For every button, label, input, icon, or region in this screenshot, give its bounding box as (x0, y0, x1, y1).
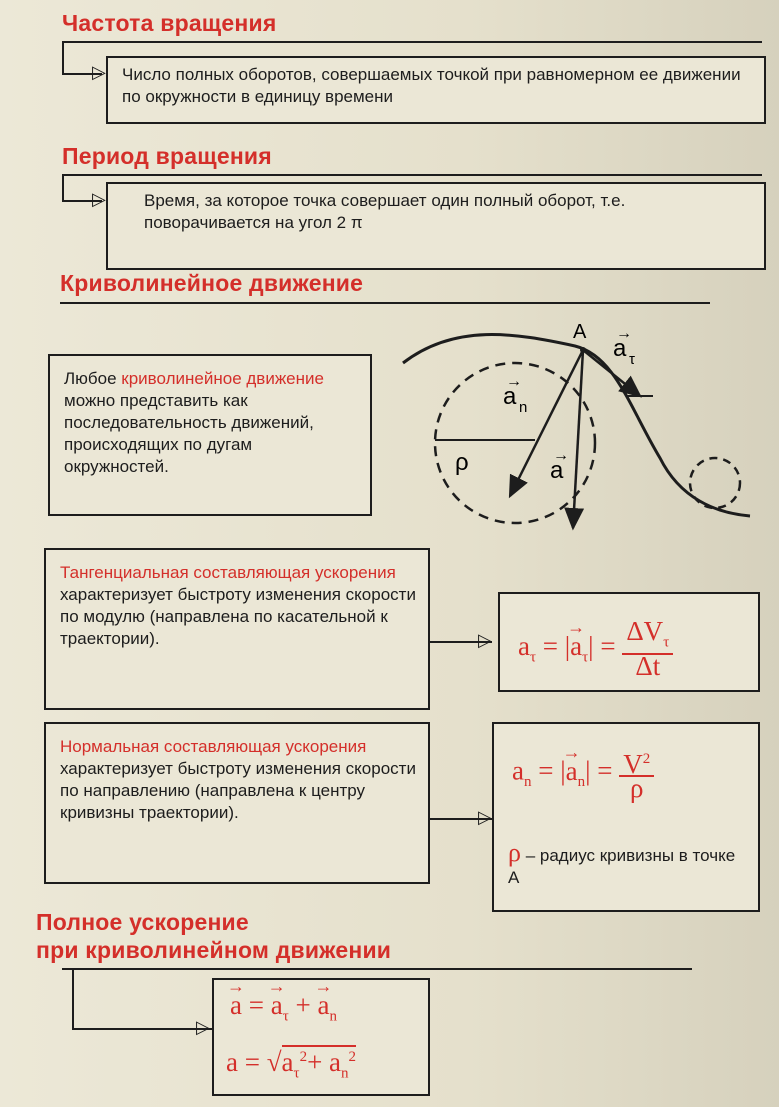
sqrt-symbol: √ (266, 1047, 282, 1077)
normal-formula (512, 748, 654, 803)
formula-subscript: τ (282, 1008, 289, 1025)
formula-operator: + (288, 990, 318, 1020)
formula-subscript: τ (293, 1065, 300, 1082)
tangential-formula-box (498, 592, 760, 692)
formula-subscript: τ (582, 649, 589, 666)
connector-line (62, 41, 64, 75)
formula-fraction (619, 748, 654, 803)
normal-highlight: Нормальная составляющая ускорения (60, 737, 367, 756)
an-vector-subscript: n (519, 399, 528, 416)
tangential-highlight: Тангенциальная составляющая ускорения (60, 563, 396, 582)
formula-symbol: a (226, 1047, 238, 1077)
intro-text-rest: можно представить как последовательность движений, происходящих по дугам окружностей. (64, 391, 314, 476)
tangential-description-box (44, 548, 430, 710)
heading-underline (60, 302, 710, 304)
formula-operator: = (600, 630, 616, 661)
frequency-definition-box (106, 56, 766, 124)
formula-operator: | (588, 630, 594, 661)
at-vector-arrow: → (616, 325, 632, 342)
formula-symbol: a (329, 1047, 342, 1077)
formula-vector: → a (317, 994, 329, 1016)
numerator-text: ΔV (626, 616, 664, 646)
formula-symbol: a (512, 755, 524, 786)
formula-vector: → a (230, 994, 242, 1016)
total-magnitude-formula (226, 1046, 356, 1084)
formula-subscript: τ (663, 634, 670, 651)
total-acceleration-box (212, 978, 430, 1096)
formula-vector: → a (566, 760, 578, 782)
connector-line (62, 174, 64, 202)
connector-line (72, 968, 74, 1030)
rho-note (508, 838, 748, 889)
fraction-denominator: Δt (635, 651, 661, 682)
heading-underline (62, 968, 692, 970)
section-title-period: Период вращения (62, 143, 272, 169)
point-a-dot (580, 347, 586, 353)
intro-text: Любое (64, 369, 122, 388)
formula-superscript: 2 (299, 1049, 308, 1065)
formula-subscript: n (329, 1008, 337, 1025)
connector-line (72, 1028, 212, 1030)
arrow-right-icon: ▷ (478, 630, 492, 650)
formula-operator: | (585, 755, 591, 786)
curvilinear-intro-box (48, 354, 372, 516)
heading-underline (62, 41, 762, 43)
an-vector-arrow: → (506, 373, 522, 390)
curvilinear-motion-diagram (395, 318, 765, 543)
formula-operator: = (538, 755, 554, 786)
arrow-right-icon: ▷ (92, 189, 106, 209)
total-acceleration-vector (573, 350, 583, 528)
section-title-curvilinear: Криволинейное движение (60, 270, 364, 296)
formula-operator: | (564, 630, 571, 661)
formula-superscript: 2 (348, 1049, 357, 1065)
section-title-frequency: Частота вращения (62, 10, 277, 36)
a-vector-label: a (550, 457, 564, 484)
formula-superscript: 2 (642, 751, 651, 767)
period-definition-box (106, 182, 766, 270)
arrow-right-icon: ▷ (478, 807, 492, 827)
heading-underline (62, 174, 762, 176)
section-title-total-acceleration (36, 908, 391, 964)
formula-symbol: a (281, 1047, 294, 1077)
formula-operator: | (560, 755, 566, 786)
sqrt-radicand (281, 1045, 357, 1082)
rho-symbol: ρ (508, 838, 521, 867)
formula-subscript: n (341, 1065, 349, 1082)
numerator-text: V (623, 749, 643, 779)
formula-symbol: a (518, 630, 530, 661)
formula-vector: → a (271, 994, 283, 1016)
formula-operator: = (542, 630, 558, 661)
formula-subscript: n (577, 774, 586, 791)
period-definition: Время, за которое точка совершает один полный оборот, т.е. поворачивается на угол 2 π (144, 191, 626, 232)
total-vector-formula (230, 990, 337, 1027)
tangential-text: характеризует быстроту изменения скорости по модулю (направлена по касательной к траектории). (60, 585, 416, 648)
normal-description-box (44, 722, 430, 884)
formula-operator: = (241, 990, 271, 1020)
normal-text: характеризует быстроту изменения скорости по направлению (направлена к центру кривизны траектории). (60, 759, 416, 822)
rho-label: ρ (455, 449, 469, 476)
point-a-label: A (573, 321, 587, 343)
fraction-numerator (622, 616, 673, 655)
tangential-formula (518, 616, 673, 682)
formula-operator: = (237, 1047, 267, 1077)
intro-highlight: криволинейное движение (121, 369, 324, 388)
formula-vector: → a (570, 635, 582, 657)
formula-operator: = (597, 755, 613, 786)
title-line-2: при криволинейном движении (36, 937, 392, 963)
fraction-denominator: ρ (630, 773, 644, 803)
a-vector-arrow: → (553, 447, 569, 464)
an-vector-label: a (503, 383, 517, 410)
normal-formula-box (492, 722, 760, 912)
formula-subscript: τ (529, 649, 537, 666)
title-line-1: Полное ускорение (36, 909, 249, 935)
formula-operator: + (307, 1047, 330, 1077)
frequency-definition: Число полных оборотов, совершаемых точкой при равномерном ее движении по окружности в единицу времени (122, 65, 741, 106)
formula-subscript: n (523, 774, 532, 791)
rho-note-text: – радиус кривизны в точке A (508, 846, 736, 887)
normal-acceleration-vector (510, 350, 583, 496)
formula-fraction (622, 616, 673, 682)
arrow-right-icon: ▷ (196, 1017, 210, 1037)
at-vector-subscript: τ (629, 351, 635, 368)
arrow-right-icon: ▷ (92, 62, 106, 82)
small-curvature-circle (690, 458, 740, 508)
at-vector-label: a (613, 335, 627, 362)
